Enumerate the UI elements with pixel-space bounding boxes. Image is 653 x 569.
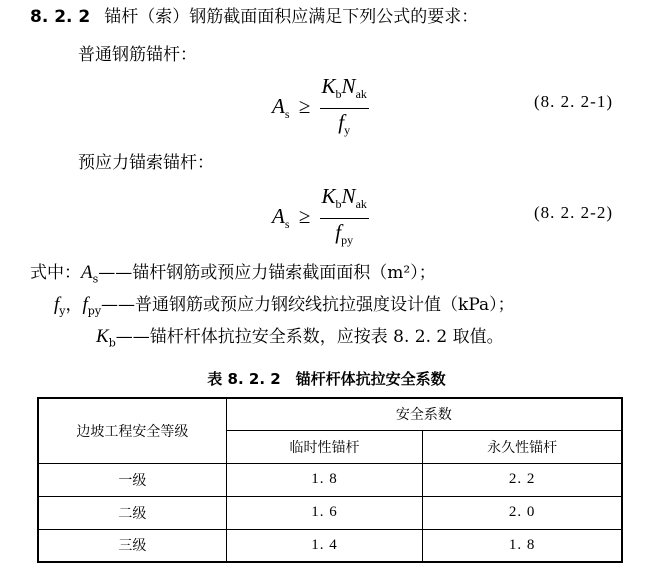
row-perm-value: 1. 8 (423, 529, 622, 562)
safety-factor-table (37, 397, 623, 563)
def3-symbol: K (96, 326, 109, 347)
row-perm-value: 2. 0 (423, 496, 622, 529)
row-perm-value: 2. 2 (423, 463, 622, 496)
definition-factor (96, 322, 504, 349)
table-row (38, 463, 622, 496)
definition-area (30, 258, 436, 285)
formula1-relation: ≥ (298, 93, 311, 118)
definitions-intro: 式中： (30, 263, 81, 283)
header-permanent: 永久性锚杆 (423, 430, 622, 463)
def2-symbol-fpy: f (82, 294, 88, 315)
def1-subscript: s (92, 272, 99, 286)
formula1-label: 普通钢筋锚杆： (78, 45, 197, 65)
formula1 (272, 72, 369, 143)
formula1-numerator: $K_bN_{ak}$ (320, 72, 369, 109)
table-caption: 表 8. 2. 2 锚杆杆体抗拉安全系数 (207, 370, 446, 388)
table-row (38, 529, 622, 562)
formula2-numerator: $K_bN_{ak}$ (320, 182, 369, 219)
formula2-denominator: $f_{py}$ (335, 220, 354, 248)
def2-sub-py: py (87, 304, 102, 318)
row-grade: 一级 (38, 463, 226, 496)
row-grade: 二级 (38, 496, 226, 529)
formula2 (272, 182, 369, 253)
formula2-lhs: $A_s$ (272, 203, 290, 231)
def3-text: ——锚杆杆体抗拉安全系数，应按表 8. 2. 2 取值。 (115, 327, 504, 347)
def2-text: ——普通钢筋或预应力钢绞线抗拉强度设计值（kPa）； (101, 295, 515, 315)
formula2-fraction (320, 182, 369, 253)
section-title: 锚杆（索）钢筋截面面积应满足下列公式的要求： (104, 7, 479, 27)
def2-symbol-fy: f (54, 294, 60, 315)
formula2-label: 预应力锚索锚杆： (78, 153, 214, 173)
formula2-relation: ≥ (298, 203, 311, 228)
row-temp-value: 1. 4 (226, 529, 422, 562)
section-number: 8. 2. 2 (30, 7, 91, 27)
formula1-number: (8. 2. 2-1) (534, 92, 613, 111)
row-grade: 三级 (38, 529, 226, 562)
definition-strength (54, 290, 515, 317)
row-temp-value: 1. 8 (226, 463, 422, 496)
def2-separator: ， (65, 295, 83, 315)
formula1-lhs: $A_s$ (272, 93, 290, 121)
def2-sub-y: y (59, 304, 66, 318)
formula1-denominator: $f_y$ (338, 110, 351, 138)
section-heading (30, 2, 478, 27)
header-grade: 边坡工程安全等级 (38, 398, 226, 463)
formula1-fraction (320, 72, 369, 143)
def1-symbol: A (81, 262, 93, 283)
formula2-number: (8. 2. 2-2) (534, 203, 613, 222)
row-temp-value: 1. 6 (226, 496, 422, 529)
table-row (38, 496, 622, 529)
def1-text: ——锚杆钢筋或预应力锚索截面面积（m²）； (98, 263, 436, 283)
def3-sub: b (108, 336, 116, 350)
header-factor: 安全系数 (226, 398, 622, 430)
header-temporary: 临时性锚杆 (226, 430, 422, 463)
